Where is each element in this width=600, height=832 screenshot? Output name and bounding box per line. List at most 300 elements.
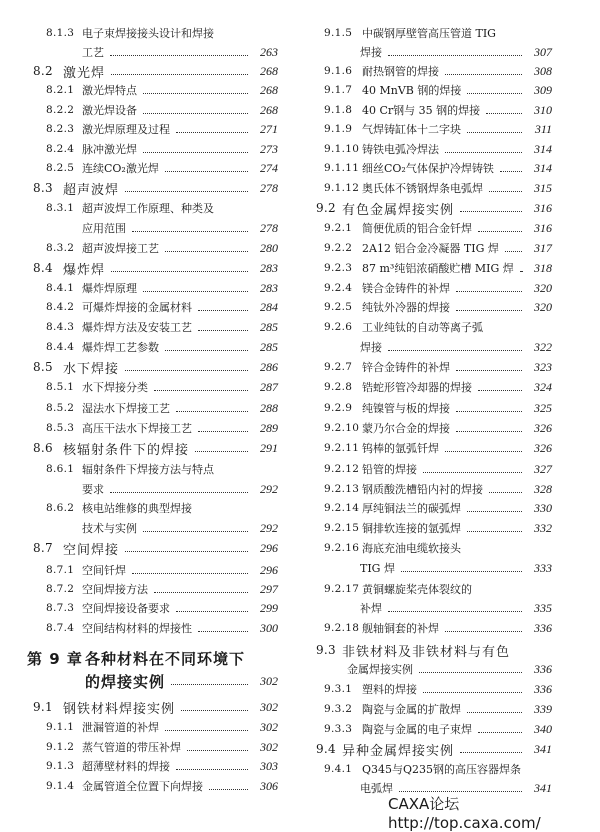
page-number: 325 (534, 400, 552, 415)
toc-entry[interactable] (324, 539, 552, 557)
entry-title: 铸铁电弧冷焊法 (362, 143, 439, 156)
entry-title: 金属焊接实例 (347, 663, 413, 676)
dot-leader (143, 531, 248, 532)
toc-entry[interactable] (324, 179, 552, 197)
page-number: 335 (534, 600, 552, 615)
toc-entry[interactable] (46, 460, 278, 478)
page-number: 326 (534, 420, 552, 435)
dot-leader (165, 730, 248, 731)
section-number: 9.2.2 (324, 242, 353, 254)
section-number: 9.2.17 (324, 583, 360, 595)
entry-title: 爆炸焊工艺参数 (82, 341, 159, 354)
page-number: 320 (534, 280, 552, 295)
page-number: 327 (534, 461, 552, 476)
entry-title: 异种金属焊接实例 (342, 743, 455, 759)
toc-entry[interactable] (324, 419, 552, 437)
section-number: 8.2 (33, 64, 53, 78)
section-number: 8.2.3 (46, 123, 75, 135)
page-number: 320 (534, 299, 552, 314)
toc-entry[interactable] (324, 358, 552, 376)
toc-entry[interactable] (46, 399, 278, 417)
entry-title: 蒙乃尔合金的焊接 (362, 422, 450, 435)
section-number: 8.4 (33, 261, 53, 275)
toc-entry[interactable] (85, 672, 278, 690)
page-number: 330 (534, 500, 552, 515)
toc-entry[interactable] (46, 580, 278, 598)
toc-entry[interactable] (33, 358, 278, 376)
page-number: 336 (534, 661, 552, 676)
section-number: 9.2.16 (324, 542, 360, 554)
dot-leader (467, 712, 522, 713)
dot-leader (125, 551, 248, 552)
page-number: 307 (534, 44, 552, 59)
section-number: 9.2.4 (324, 282, 353, 294)
section-number: 8.2.4 (46, 143, 75, 155)
section-number: 9.3 (316, 643, 336, 657)
toc-entry[interactable] (46, 140, 278, 158)
section-number: 8.7.4 (46, 622, 75, 634)
page-number: 278 (260, 220, 278, 235)
page-number: 316 (534, 200, 552, 215)
page-number: 271 (260, 121, 278, 136)
entry-title: Q345与Q235钢的高压容器焊条 (362, 763, 522, 776)
section-number: 8.1.3 (46, 27, 75, 39)
toc-entry[interactable] (324, 760, 552, 778)
section-number: 8.4.1 (46, 282, 75, 294)
toc-entry[interactable] (324, 219, 552, 237)
toc-entry[interactable] (46, 239, 278, 257)
section-number: 9.2.9 (324, 402, 353, 414)
entry-title: 纯镍管与板的焊接 (362, 402, 450, 415)
toc-entry[interactable] (46, 159, 278, 177)
toc-entry[interactable] (324, 120, 552, 138)
page-number: 291 (260, 440, 278, 455)
dot-leader (110, 492, 248, 493)
entry-title: 电子束焊接接头设计和焊接 (82, 27, 214, 40)
page-number: 308 (534, 63, 552, 78)
entry-title: 黄铜螺旋桨壳体裂纹的 (362, 583, 472, 596)
page-number: 311 (534, 121, 552, 136)
toc-entry[interactable] (46, 81, 278, 99)
entry-title: 空间焊接 (63, 542, 120, 558)
page-number: 287 (260, 379, 278, 394)
toc-entry[interactable] (324, 298, 552, 316)
dot-leader (489, 191, 522, 192)
toc-entry[interactable] (360, 599, 552, 617)
page-number: 288 (260, 400, 278, 415)
entry-title: 激光焊原理及过程 (82, 123, 170, 136)
toc-entry[interactable] (46, 318, 278, 336)
dot-leader (195, 451, 248, 452)
section-number: 8.3.1 (46, 202, 75, 214)
dot-leader (165, 350, 248, 351)
entry-title: 可爆炸焊接的金属材料 (82, 301, 192, 314)
section-number: 8.2.1 (46, 84, 75, 96)
entry-title: 爆炸焊 (63, 262, 106, 278)
page-number: 297 (260, 581, 278, 596)
dot-leader (456, 431, 522, 432)
toc-entry[interactable] (324, 519, 552, 537)
page-number: 263 (260, 44, 278, 59)
toc-entry[interactable] (46, 738, 278, 756)
page-number: 332 (534, 520, 552, 535)
toc-entry[interactable] (46, 298, 278, 316)
toc-entry[interactable] (316, 199, 552, 217)
section-number: 9.2.8 (324, 381, 353, 393)
toc-entry[interactable] (46, 24, 278, 42)
page-number: 285 (260, 339, 278, 354)
section-number: 9.1.5 (324, 27, 353, 39)
dot-leader (460, 752, 522, 753)
entry-title: 水下焊接分类 (82, 381, 148, 394)
page-number: 302 (260, 739, 278, 754)
toc-entry[interactable] (46, 619, 278, 637)
dot-leader (460, 211, 522, 212)
section-number: 8.4.4 (46, 341, 75, 353)
section-number: 8.5.3 (46, 422, 75, 434)
toc-entry[interactable] (316, 641, 552, 659)
page-number: 339 (534, 701, 552, 716)
dot-leader (520, 271, 522, 272)
toc-entry[interactable] (82, 219, 278, 237)
entry-title: 中碳钢厚壁管高压管道 TIG (362, 27, 496, 40)
section-number: 9.1.6 (324, 65, 353, 77)
section-number: 8.6.1 (46, 463, 75, 475)
toc-entry[interactable] (324, 159, 552, 177)
section-number: 9.1.10 (324, 143, 360, 155)
page-number: 292 (260, 520, 278, 535)
toc-entry[interactable] (27, 649, 278, 667)
toc-entry[interactable] (46, 561, 278, 579)
dot-leader (198, 431, 248, 432)
page-number: 284 (260, 299, 278, 314)
dot-leader (445, 631, 522, 632)
toc-entry[interactable] (82, 480, 278, 498)
entry-title: 气焊铸缸体十二字块 (362, 123, 461, 136)
page-number: 283 (260, 260, 278, 275)
dot-leader (399, 791, 522, 792)
page-number: 268 (260, 82, 278, 97)
page-number: 314 (534, 160, 552, 175)
toc-entry[interactable] (33, 539, 278, 557)
toc-entry[interactable] (324, 24, 552, 42)
entry-title: 超声波焊 (63, 182, 120, 198)
entry-title: 脉冲激光焊 (82, 143, 137, 156)
entry-title: 激光焊 (63, 65, 106, 81)
section-number: 8.6.2 (46, 502, 75, 514)
entry-title: 奥氏体不锈钢焊条电弧焊 (362, 182, 483, 195)
entry-title: 工业纯钛的自动等离子弧 (362, 321, 483, 334)
section-number: 9.2.3 (324, 262, 353, 274)
toc-entry[interactable] (324, 499, 552, 517)
toc-entry[interactable] (46, 777, 278, 795)
toc-entry[interactable] (324, 680, 552, 698)
section-number: 9.2.11 (324, 442, 360, 454)
entry-title: 40 Cr钢与 35 钢的焊接 (362, 104, 481, 117)
dot-leader (467, 531, 522, 532)
page-number: 302 (260, 719, 278, 734)
dot-leader (176, 132, 248, 133)
section-number: 8.4.3 (46, 321, 75, 333)
dot-leader (154, 592, 248, 593)
toc-entry[interactable] (324, 619, 552, 637)
toc-entry[interactable] (33, 62, 278, 80)
entry-title: 超声波焊工作原理、种类及 (82, 202, 214, 215)
toc-entry[interactable] (324, 700, 552, 718)
dot-leader (187, 750, 248, 751)
dot-leader (423, 692, 522, 693)
entry-title: 超声波焊接工艺 (82, 242, 159, 255)
dot-leader (132, 231, 248, 232)
page-number: 333 (534, 560, 552, 575)
dot-leader (198, 631, 248, 632)
entry-title: 铅管的焊接 (362, 463, 417, 476)
toc-entry[interactable] (316, 740, 552, 758)
entry-title: 铜排软连接的氩弧焊 (362, 522, 461, 535)
toc-entry[interactable] (324, 62, 552, 80)
section-number: 8.3 (33, 181, 53, 195)
dot-leader (456, 310, 522, 311)
toc-entry[interactable] (82, 43, 278, 61)
entry-title: 空间结构材料的焊接性 (82, 622, 192, 635)
toc-entry[interactable] (46, 120, 278, 138)
dot-leader (419, 672, 522, 673)
toc-entry[interactable] (324, 399, 552, 417)
entry-title: 焊接 (360, 46, 382, 59)
page-number: 296 (260, 540, 278, 555)
toc-entry[interactable] (46, 718, 278, 736)
toc-entry[interactable] (46, 338, 278, 356)
page-number: 306 (260, 778, 278, 793)
toc-entry[interactable] (324, 140, 552, 158)
entry-title: 87 m³纯铝浓硝酸贮槽 MIG 焊 (362, 262, 514, 275)
dot-leader (165, 251, 248, 252)
entry-title: 核电站维修的典型焊接 (82, 502, 192, 515)
toc-entry[interactable] (324, 480, 552, 498)
toc-entry[interactable] (46, 199, 278, 217)
dot-leader (143, 113, 248, 114)
entry-title: 镁合金铸件的补焊 (362, 282, 450, 295)
toc-entry[interactable] (360, 559, 552, 577)
section-number: 9.2.14 (324, 502, 360, 514)
entry-title: 激光焊特点 (82, 84, 137, 97)
dot-leader (445, 74, 522, 75)
dot-leader (388, 611, 522, 612)
entry-title: 各种材料在不同环境下 (85, 649, 246, 668)
page-number: 340 (534, 721, 552, 736)
section-number: 8.5.1 (46, 381, 75, 393)
entry-title: 非铁材料及非铁材料与有色 (342, 644, 511, 660)
dot-leader (176, 769, 248, 770)
dot-leader (489, 492, 522, 493)
toc-entry[interactable] (33, 259, 278, 277)
toc-entry[interactable] (324, 279, 552, 297)
section-number: 9.2.12 (324, 463, 360, 475)
dot-leader (388, 55, 522, 56)
entry-title: 空间焊接设备要求 (82, 602, 170, 615)
page-number: 280 (260, 240, 278, 255)
toc-entry[interactable] (33, 179, 278, 197)
toc-entry[interactable] (324, 460, 552, 478)
dot-leader (176, 411, 248, 412)
page-number: 328 (534, 481, 552, 496)
entry-title: 超薄壁材料的焊接 (82, 760, 170, 773)
entry-title: 焊接 (360, 341, 382, 354)
page-number: 296 (260, 562, 278, 577)
entry-title: 钢铁材料焊接实例 (63, 701, 176, 717)
entry-title: 应用范围 (82, 222, 126, 235)
watermark: CAXA论坛 http://top.caxa.com/ (388, 795, 541, 832)
page-number: 274 (260, 160, 278, 175)
page-number: 286 (260, 359, 278, 374)
page-number: 318 (534, 260, 552, 275)
section-number: 9.3.2 (324, 703, 353, 715)
entry-title: 空间钎焊 (82, 564, 126, 577)
entry-title: 海底充油电缆软接头 (362, 542, 461, 555)
toc-entry[interactable] (324, 580, 552, 598)
entry-title: 蒸气管道的带压补焊 (82, 741, 181, 754)
section-number: 9.1.8 (324, 104, 353, 116)
entry-title: 厚纯铜法兰的碳弧焊 (362, 502, 461, 515)
section-number: 9.2.10 (324, 422, 360, 434)
toc-entry[interactable] (324, 439, 552, 457)
section-number: 8.6 (33, 441, 53, 455)
entry-title: 陶瓷与金属的电子束焊 (362, 723, 472, 736)
page-number: 336 (534, 620, 552, 635)
entry-title: 泄漏管道的补焊 (82, 721, 159, 734)
toc-entry[interactable] (324, 81, 552, 99)
toc-entry[interactable] (82, 519, 278, 537)
page-number: 292 (260, 481, 278, 496)
section-number: 第 9 章 (27, 649, 83, 668)
page-number: 300 (260, 620, 278, 635)
entry-title: 的焊接实例 (85, 672, 166, 691)
dot-leader (467, 132, 522, 133)
entry-title: TIG 焊 (360, 562, 395, 575)
toc-entry[interactable] (33, 439, 278, 457)
entry-title: 塑料的焊接 (362, 683, 417, 696)
page-number: 341 (534, 780, 552, 795)
entry-title: 补焊 (360, 602, 382, 615)
dot-leader (111, 271, 248, 272)
entry-title: 40 MnVB 钢的焊接 (362, 84, 462, 97)
section-number: 8.2.2 (46, 104, 75, 116)
entry-title: 水下焊接 (63, 361, 120, 377)
entry-title: 电弧焊 (360, 782, 393, 795)
dot-leader (456, 411, 522, 412)
dot-leader (181, 710, 248, 711)
toc-left-column (0, 0, 300, 819)
toc-entry[interactable] (33, 698, 278, 716)
section-number: 8.5.2 (46, 402, 75, 414)
dot-leader (132, 573, 248, 574)
toc-entry[interactable] (46, 599, 278, 617)
page-number: 268 (260, 102, 278, 117)
section-number: 8.7.1 (46, 564, 75, 576)
dot-leader (176, 611, 248, 612)
toc-entry[interactable] (324, 720, 552, 738)
page-number: 309 (534, 82, 552, 97)
section-number: 9.2 (316, 201, 336, 215)
entry-title: 有色金属焊接实例 (342, 202, 455, 218)
section-number: 9.4.1 (324, 763, 353, 775)
toc-entry[interactable] (360, 338, 552, 356)
dot-leader (198, 330, 248, 331)
dot-leader (478, 732, 522, 733)
toc-entry[interactable] (324, 239, 552, 257)
page-number: 316 (534, 220, 552, 235)
dot-leader (143, 291, 248, 292)
section-number: 9.1.2 (46, 741, 75, 753)
dot-leader (456, 370, 522, 371)
dot-leader (467, 93, 522, 94)
toc-entry[interactable] (46, 279, 278, 297)
dot-leader (111, 74, 248, 75)
dot-leader (445, 152, 522, 153)
dot-leader (456, 291, 522, 292)
page-number: 323 (534, 359, 552, 374)
toc-entry[interactable] (324, 101, 552, 119)
toc-entry[interactable] (324, 259, 552, 277)
dot-leader (401, 571, 522, 572)
dot-leader (486, 113, 522, 114)
toc-entry[interactable] (360, 43, 552, 61)
section-number: 9.2.5 (324, 301, 353, 313)
dot-leader (125, 370, 248, 371)
toc-entry[interactable] (46, 499, 278, 517)
entry-title: 连续CO₂激光焊 (82, 162, 159, 175)
toc-entry[interactable] (46, 101, 278, 119)
toc-entry[interactable] (46, 419, 278, 437)
page-number: 341 (534, 741, 552, 756)
entry-title: 金属管道全位置下向焊接 (82, 780, 203, 793)
entry-title: 辐射条件下焊接方法与特点 (82, 463, 214, 476)
toc-entry[interactable] (46, 757, 278, 775)
section-number: 9.1.11 (324, 162, 360, 174)
entry-title: 工艺 (82, 46, 104, 59)
page-number: 315 (534, 180, 552, 195)
section-number: 8.7.2 (46, 583, 75, 595)
toc-entry[interactable] (324, 378, 552, 396)
section-number: 9.1.12 (324, 182, 360, 194)
dot-leader (143, 152, 248, 153)
entry-title: 湿法水下焊接工艺 (82, 402, 170, 415)
page-number: 278 (260, 180, 278, 195)
entry-title: 耐热钢管的焊接 (362, 65, 439, 78)
entry-title: 简便优质的铝合金钎焊 (362, 222, 472, 235)
section-number: 9.3.3 (324, 723, 353, 735)
entry-title: 钢质酸洗槽铅内衬的焊接 (362, 483, 483, 496)
page-number: 302 (260, 673, 278, 688)
section-number: 9.2.6 (324, 321, 353, 333)
entry-title: 钨棒的氩弧钎焊 (362, 442, 439, 455)
dot-leader (388, 350, 522, 351)
page-number: 324 (534, 379, 552, 394)
section-number: 9.1.9 (324, 123, 353, 135)
section-number: 9.2.18 (324, 622, 360, 634)
section-number: 8.2.5 (46, 162, 75, 174)
page-number: 268 (260, 63, 278, 78)
entry-title: 锌合金铸件的补焊 (362, 361, 450, 374)
entry-title: 锆蛇形管冷却器的焊接 (362, 381, 472, 394)
page-number: 289 (260, 420, 278, 435)
toc-entry[interactable] (46, 378, 278, 396)
section-number: 9.1 (33, 700, 53, 714)
dot-leader (500, 171, 522, 172)
toc-entry[interactable] (324, 318, 552, 336)
entry-title: 技术与实例 (82, 522, 137, 535)
toc-entry[interactable] (347, 660, 552, 678)
